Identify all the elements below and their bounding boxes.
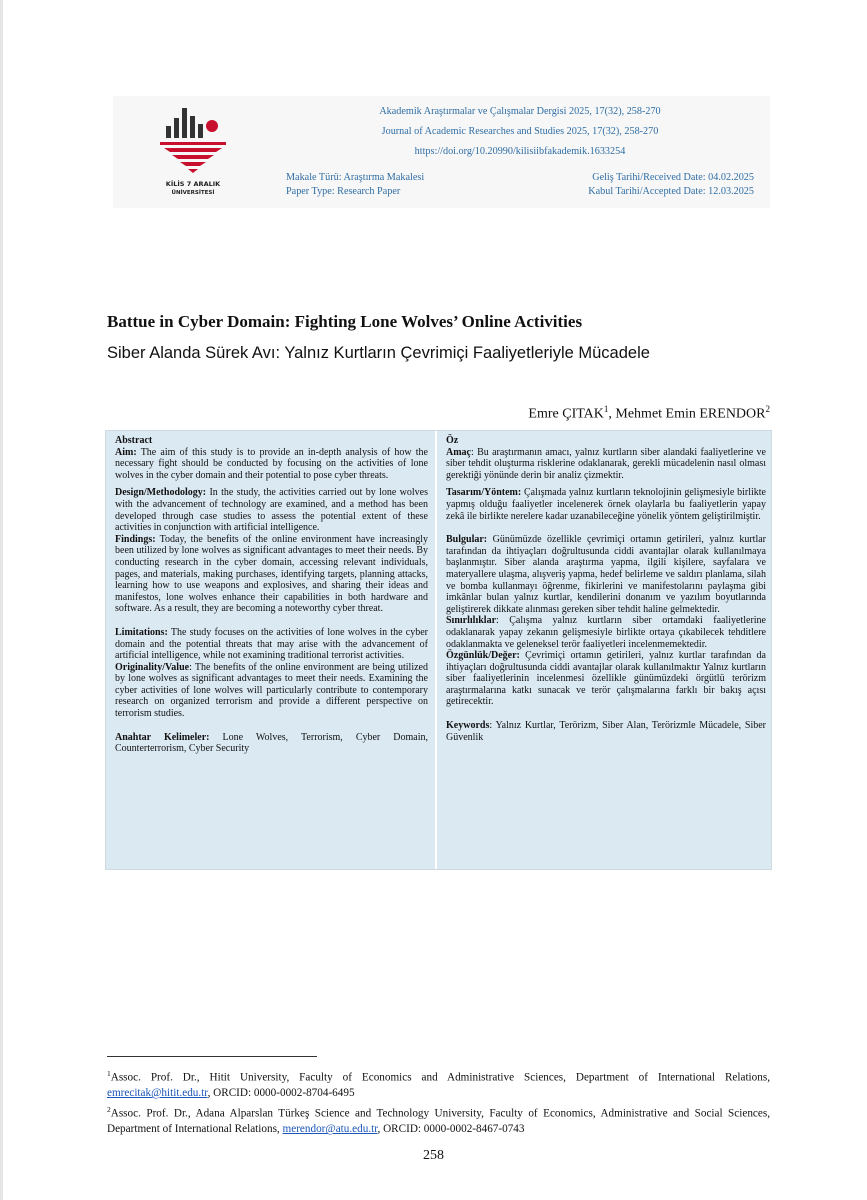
footnote-marker: 2 (107, 1105, 111, 1115)
section-label: Bulgular: (446, 534, 488, 546)
section-text: : Yalnız Kurtlar, Terörizm, Siber Alan, Terörizmle Mücadele, Siber Güvenlik (446, 720, 766, 743)
abstract-heading: Abstract (115, 435, 153, 446)
university-logo (150, 100, 240, 200)
keywords-paragraph (115, 732, 428, 755)
email-link[interactable]: merendor@atu.edu.tr (282, 1123, 378, 1136)
keywords-paragraph (446, 720, 766, 743)
article-type-english: Paper Type: Research Paper (286, 186, 401, 197)
abstract-english-column (106, 431, 437, 869)
section-text: The aim of this study is to provide an in-depth analysis of how the necessary fight should be conducted by focusing on the activities of lone wolves in the cyber domain and their potential to pose cyber threats. (115, 446, 428, 481)
logo-graphic-icon (150, 100, 240, 200)
accepted-date: Kabul Tarihi/Accepted Date: 12.03.2025 (588, 186, 754, 197)
section-label: Findings: (115, 533, 156, 545)
footnote-text: Assoc. Prof. Dr., Adana Alparslan Türkeş Science and Technology University, Faculty of Economics, Administrative and Social Sciences, Department of International Relations, (107, 1108, 770, 1136)
originality-paragraph (446, 650, 766, 708)
paper-title-turkish: Siber Alanda Sürek Avı: Yalnız Kurtların Çevrimiçi Faaliyetleriyle Mücadele (107, 344, 650, 362)
logo-text-line1: KİLİS 7 ARALIK (165, 180, 221, 188)
section-label: Limitations: (115, 626, 168, 638)
abstract-heading: Öz (446, 435, 459, 446)
footnote-divider (107, 1056, 317, 1057)
section-text: : The benefits of the online environment are being utilized by lone wolves as significant advantages to meet their needs. Examining the cyber activities of lone wolves will particularly contribute to contemporary research on organized terrorism and provide a different perspective on terrorism studies. (115, 661, 428, 720)
section-text: Çevrimiçi ortamın getirileri, yalnız kurtlar tarafından da ihtiyaçları doğrultusunda ciddi avantajlar olarak kullanılmaktır Yalnız kurtların siber faaliyetlerinin incelenmesi özellikle günümüzdeki örgütlü terörizm araştırmalarına katkı sunacak ve terör çalışmalarına farklı bir bakış açısı getirecektir. (446, 650, 766, 708)
author-separator: , (608, 406, 616, 422)
journal-title-english: Journal of Academic Researches and Studies 2025, 17(32), 258-270 (381, 126, 659, 137)
orcid-text: , ORCID: 0000-0002-8704-6495 (207, 1087, 355, 1100)
section-label: Design/Methodology: (115, 487, 207, 499)
aim-paragraph (446, 447, 766, 482)
section-text: The study focuses on the activities of lone wolves in the cyber domain and the potential threats that may arise with the advancement of artificial intelligence, while not examining traditional terrorist activities. (115, 626, 428, 662)
section-label: Aim: (115, 446, 137, 458)
section-text: Lone Wolves, Terrorism, Cyber Domain, Counterterrorism, Cyber Security (115, 731, 429, 755)
footnote-1 (107, 1066, 770, 1101)
section-label: Özgünlük/Değer: (446, 650, 520, 662)
section-label: Keywords (446, 720, 490, 732)
aim-paragraph (115, 447, 428, 482)
section-text: Today, the benefits of the online environment have increasingly been utilized by lone wolves as significant advantages to meet their needs. By conducting research in the cyber domain, accessing relevant individuals, pages, and materials, making purchases, identifying targets, planning attacks, learning how to use weapons and explosives, and sharing their ideas and manifestos, lone wolves enhance their capabilities in both hardware and software. As a result, they are becoming a noteworthy cyber threat. (115, 533, 428, 615)
logo-text-line2: ÜNİVERSİTESİ (171, 190, 215, 196)
section-label: Amaç (446, 446, 471, 458)
page-edge-shadow (0, 0, 3, 1200)
footnote-marker: 2 (765, 404, 770, 414)
author-list (400, 404, 770, 423)
abstract-turkish-column (437, 431, 771, 869)
orcid-text: , ORCID: 0000-0002-8467-0743 (377, 1123, 525, 1136)
section-text: : Çalışma yalnız kurtların siber ortamdaki faaliyetlerine odaklanarak yapay zekanın gelişmesiyle birlikte ortaya çıkabilecek tehditlere odaklanmakta ve geleneksel terör faaliyetleri incelenmemektedir. (446, 615, 766, 650)
design-paragraph (115, 487, 428, 533)
section-label: Originality/Value (115, 661, 190, 673)
doi-link[interactable]: https://doi.org/10.20990/kilisiibfakademik.1633254 (414, 146, 626, 157)
author-name: Mehmet Emin ERENDOR (615, 406, 766, 422)
findings-paragraph (446, 534, 766, 615)
originality-paragraph (115, 662, 428, 720)
limitations-paragraph (446, 615, 766, 650)
received-date: Geliş Tarihi/Received Date: 04.02.2025 (592, 172, 754, 183)
footnote-text: Assoc. Prof. Dr., Hitit University, Faculty of Economics and Administrative Sciences, Department of International Relations, (110, 1071, 770, 1084)
paper-title-english: Battue in Cyber Domain: Fighting Lone Wolves’ Online Activities (107, 312, 583, 331)
section-label: Tasarım/Yöntem: (446, 487, 522, 499)
author-name: Emre ÇITAK (528, 406, 604, 422)
section-label: Anahtar Kelimeler: (115, 731, 210, 743)
abstract-box (105, 430, 772, 870)
design-paragraph (446, 487, 766, 522)
email-link[interactable]: emrecitak@hitit.edu.tr (107, 1087, 208, 1100)
journal-title-turkish: Akademik Araştırmalar ve Çalışmalar Dergisi 2025, 17(32), 258-270 (379, 106, 661, 117)
footnote-marker: 1 (603, 404, 609, 414)
footnotes (107, 1066, 770, 1139)
footnote-2 (107, 1102, 770, 1137)
page-number: 258 (423, 1148, 444, 1163)
section-text: In the study, the activities carried out by lone wolves with the advancement of technology are examined, and a method has been developed through case studies to assess the potential extent of these activities in conjunction with artificial intelligence. (115, 487, 428, 534)
section-text: Çalışmada yalnız kurtların teknolojinin gelişmesiyle birlikte yapmış olduğu faaliyetler incelenerek örnek olaylarla bu faaliyetlerin yapay zekâ ile birlikte nerelere kadar uzanabileceğine yönelik yöntem geliştirilmiştir. (446, 487, 766, 522)
limitations-paragraph (115, 627, 428, 662)
section-label: Sınırlılıklar (446, 615, 497, 627)
footnote-marker: 1 (107, 1069, 111, 1078)
section-text: : Bu araştırmanın amacı, yalnız kurtların siber alandaki faaliyetlerine ve siber tehdit oluşturma risklerine odaklanarak, gerekli mücadelenin nasıl olması gerektiği yönünde derin bir analiz çizmektir. (446, 446, 766, 481)
section-text: Günümüzde özellikle çevrimiçi ortamın getirileri, yalnız kurtlar tarafından da ihtiyaçları doğrultusunda ciddi avantajlar olarak kullanılmaya başlanmıştır. Siber alanda araştırma yapma, ilgili kişilere, sayfalara ve materyallere ulaşma, alışveriş yapma, hedef belirleme ve saldırı planlama, silah ve bomba kullanmayı öğrenme, fikirlerini ve manifestolarını paylaşma gibi imkânlar bulan yalnız kurtlar, kendilerini donanım ve yazılım boyutlarında geliştirerek dikkate alınması gereken siber tehdit haline gelmektedir. (446, 534, 766, 615)
findings-paragraph (115, 534, 428, 615)
article-type-turkish: Makale Türü: Araştırma Makalesi (286, 172, 425, 183)
